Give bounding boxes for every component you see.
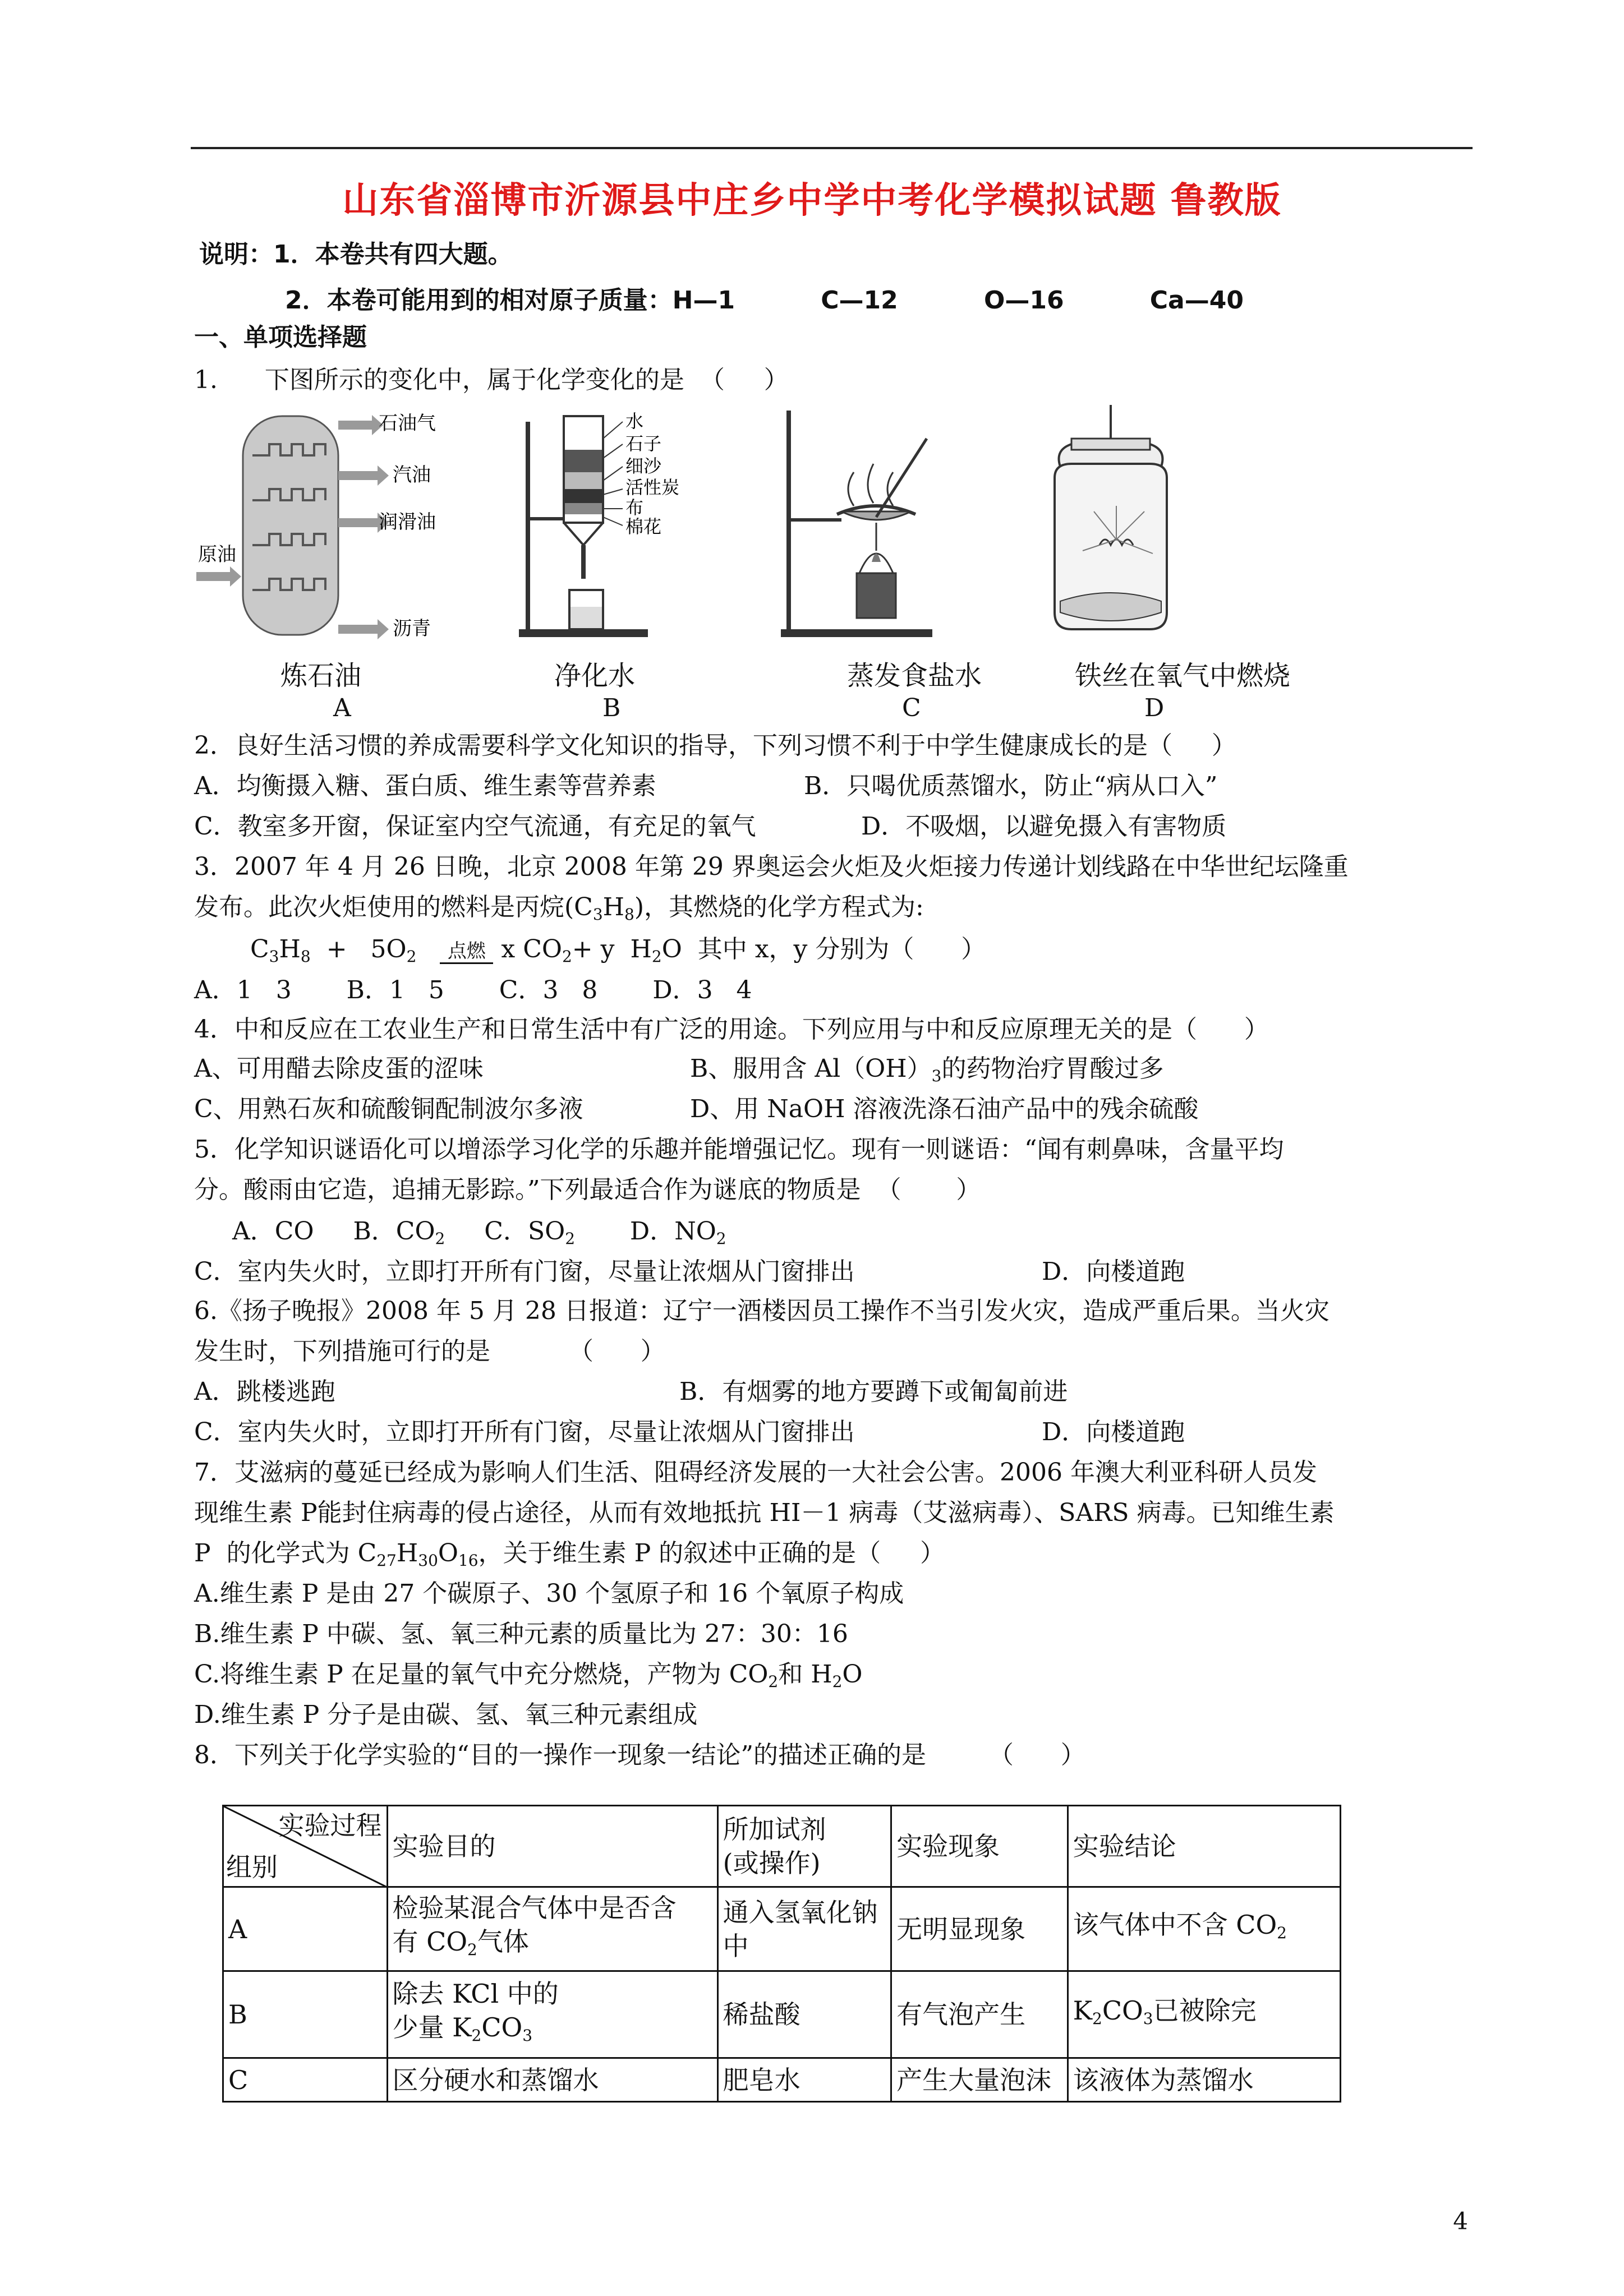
- label-water: 水: [625, 411, 644, 432]
- q7-line-3: P 的化学式为 $C_{27}H_{30}O_{16}$，关于维生素 P 的叙述中正确的是（ ）: [194, 1539, 945, 1570]
- q5-line-2: 分。酸雨由它造，追捕无影踪。”下列最适合作为谜底的物质是 （ ）: [194, 1175, 981, 1204]
- table-row: [223, 1887, 1341, 1971]
- q6-option-c: C．室内失火时，立即打开所有门窗，尽量让浓烟从门窗排出: [194, 1418, 855, 1446]
- row-c-group: C: [223, 2058, 388, 2102]
- reaction-condition: 点燃: [440, 940, 493, 964]
- table-row: [223, 1971, 1341, 2058]
- q4-option-c: C、用熟石灰和硫酸铜配制波尔多液: [194, 1095, 583, 1123]
- row-b-group: B: [223, 1971, 388, 2058]
- q6-line-1: 6.《扬子晚报》2008 年 5 月 28 日报道：辽宁一酒楼因员工操作不当引发火灾，造成严重后果。当火灾: [194, 1297, 1329, 1325]
- row-c-phenomenon: 产生大量泡沫: [891, 2058, 1068, 2102]
- q7-option-c: C.将维生素 P 在足量的氧气中充分燃烧，产物为 $CO_2$和 $H_2O$: [194, 1660, 863, 1691]
- header-phenomenon: 实验现象: [891, 1806, 1068, 1887]
- figure-water-purifier: [508, 405, 693, 640]
- q3-options: A．1 3 B．1 5 C．3 8 D．3 4: [194, 976, 752, 1004]
- q1-stem: 1. 下图所示的变化中，属于化学变化的是 （ ）: [194, 366, 789, 394]
- label-gasoline: 汽油: [393, 464, 431, 486]
- q7-line-1: 7．艾滋病的蔓延已经成为影响人们生活、阻碍经济发展的一大社会公害。2006 年澳大利亚科研人员发: [194, 1458, 1317, 1487]
- q6-option-a: A．跳楼逃跑: [194, 1377, 335, 1406]
- top-rule: [191, 147, 1473, 149]
- experiment-table: [222, 1805, 1341, 2103]
- figure-distillation-tower: [194, 405, 457, 640]
- header-group: 组别: [226, 1852, 278, 1882]
- letter-d: D: [1144, 694, 1165, 722]
- q2-stem: 2．良好生活习惯的养成需要科学文化知识的指导，下列习惯不利于中学生健康成长的是（ ）: [194, 731, 1236, 760]
- q5-extra-option-d: D．向楼道跑: [1042, 1257, 1185, 1286]
- q6-option-d: D．向楼道跑: [1042, 1418, 1185, 1446]
- note-2: 2．本卷可能用到的相对原子质量：H—1 C—12 O—16 Ca—40: [285, 286, 1244, 315]
- q2-option-a: A．均衡摄入糖、蛋白质、维生素等营养素: [194, 772, 656, 800]
- q2-option-d: D．不吸烟，以避免摄入有害物质: [861, 812, 1227, 841]
- row-b-phenomenon: 有气泡产生: [891, 1971, 1068, 2058]
- q5-extra-option-c: C．室内失火时，立即打开所有门窗，尽量让浓烟从门窗排出: [194, 1257, 855, 1286]
- q3-line-1: 3．2007 年 4 月 26 日晚，北京 2008 年第 29 界奥运会火炬及火炬接力传递计划线路在中华世纪坛隆重: [194, 852, 1349, 881]
- label-cotton: 棉花: [625, 516, 662, 537]
- label-petroleum-gas: 石油气: [379, 412, 436, 435]
- caption-a: 炼石油: [280, 660, 361, 691]
- caption-d: 铁丝在氧气中燃烧: [1074, 660, 1290, 691]
- row-a-phenomenon: 无明显现象: [891, 1887, 1068, 1971]
- header-reagent: 所加试剂 (或操作): [717, 1806, 891, 1887]
- q6-option-b: B．有烟雾的地方要蹲下或匍匐前进: [679, 1377, 1068, 1406]
- row-a-reagent: 通入氢氧化钠 中: [717, 1887, 891, 1971]
- row-a-group: A: [223, 1887, 388, 1971]
- label-lubricant: 润滑油: [379, 511, 436, 533]
- caption-b: 净化水: [554, 660, 635, 691]
- figure-evaporation: [775, 405, 944, 640]
- row-a-conclusion: 该气体中不含 $CO_2$: [1068, 1887, 1340, 1971]
- header-process: 实验过程: [278, 1810, 382, 1841]
- letter-a: A: [333, 694, 351, 722]
- row-b-purpose: 除去 KCl 中的 少量 $K_2CO_3$: [387, 1971, 717, 2058]
- q7-option-a: A.维生素 P 是由 27 个碳原子、30 个氢原子和 16 个氧原子构成: [194, 1579, 904, 1608]
- row-c-purpose: 区分硬水和蒸馏水: [387, 2058, 717, 2102]
- q7-option-d: D.维生素 P 分子是由碳、氢、氧三种元素组成: [194, 1700, 698, 1729]
- row-b-reagent: 稀盐酸: [717, 1971, 891, 2058]
- q7-option-b: B.维生素 P 中碳、氢、氧三种元素的质量比为 27：30：16: [194, 1620, 848, 1648]
- q4-option-b: B、服用含 $Al(OH)_3$的药物治疗胃酸过多: [690, 1054, 1164, 1085]
- q3-equation: $C_3H_8 + 5O_2$ 点燃 x $CO_2+ y$ $H_2O$ 其中 x，y 分别为（ ）: [250, 935, 986, 966]
- header-purpose: 实验目的: [387, 1806, 717, 1887]
- page-number: 4: [1453, 2207, 1468, 2235]
- table-header-row: [223, 1806, 1341, 1887]
- section-heading: 一、单项选择题: [194, 323, 367, 352]
- row-a-purpose: 检验某混合气体中是否含 有 $CO_2$气体: [387, 1887, 717, 1971]
- diagonal-header-cell: [223, 1806, 388, 1887]
- row-c-conclusion: 该液体为蒸馏水: [1068, 2058, 1340, 2102]
- q5-options: A．CO B．$CO_2$ C．$SO_2$ D．$NO_2$: [232, 1217, 726, 1248]
- label-stones: 石子: [625, 433, 662, 454]
- caption-c: 蒸发食盐水: [846, 660, 982, 691]
- page-title: 山东省淄博市沂源县中庄乡中学中考化学模拟试题 鲁教版: [342, 180, 1282, 222]
- label-crude-oil: 原油: [198, 543, 236, 566]
- row-b-conclusion: $K_2CO_3$已被除完: [1068, 1971, 1340, 2058]
- q2-option-c: C．教室多开窗，保证室内空气流通，有充足的氧气: [194, 812, 756, 841]
- header-conclusion: 实验结论: [1068, 1806, 1340, 1887]
- q5-line-1: 5．化学知识谜语化可以增添学习化学的乐趣并能增强记忆。现有一则谜语：“闻有刺鼻味，含量平均: [194, 1135, 1284, 1164]
- q4-option-d: D、用 NaOH 溶液洗涤石油产品中的残余硫酸: [690, 1095, 1199, 1123]
- label-cloth: 布: [625, 497, 644, 518]
- table-row: [223, 2058, 1341, 2102]
- q4-option-a: A、可用醋去除皮蛋的涩味: [194, 1054, 484, 1083]
- q3-line-2: 发布。此次火炬使用的燃料是丙烷$(C_3H_8)$，其燃烧的化学方程式为:: [194, 893, 924, 924]
- q8-stem: 8．下列关于化学实验的“目的一操作一现象一结论”的描述正确的是 （ ）: [194, 1741, 1085, 1769]
- label-fine-sand: 细沙: [625, 455, 662, 477]
- label-asphalt: 沥青: [393, 617, 431, 640]
- figure-iron-burning: [1032, 405, 1189, 640]
- letter-c: C: [902, 694, 921, 722]
- q6-line-2: 发生时，下列措施可行的是 （ ）: [194, 1337, 665, 1366]
- note-1: 说明：1．本卷共有四大题。: [199, 240, 513, 269]
- q7-line-2: 现维生素 P能封住病毒的侵占途径，从而有效地抵抗 HI－1 病毒（艾滋病毒）、SARS 病毒。已知维生素: [194, 1499, 1335, 1527]
- q4-stem: 4．中和反应在工农业生产和日常生活中有广泛的用途。下列应用与中和反应原理无关的是（ ）: [194, 1015, 1269, 1044]
- row-c-reagent: 肥皂水: [717, 2058, 891, 2102]
- letter-b: B: [602, 694, 621, 722]
- q2-option-b: B．只喝优质蒸馏水，防止“病从口入”: [804, 772, 1218, 800]
- label-activated-carbon: 活性炭: [625, 477, 680, 498]
